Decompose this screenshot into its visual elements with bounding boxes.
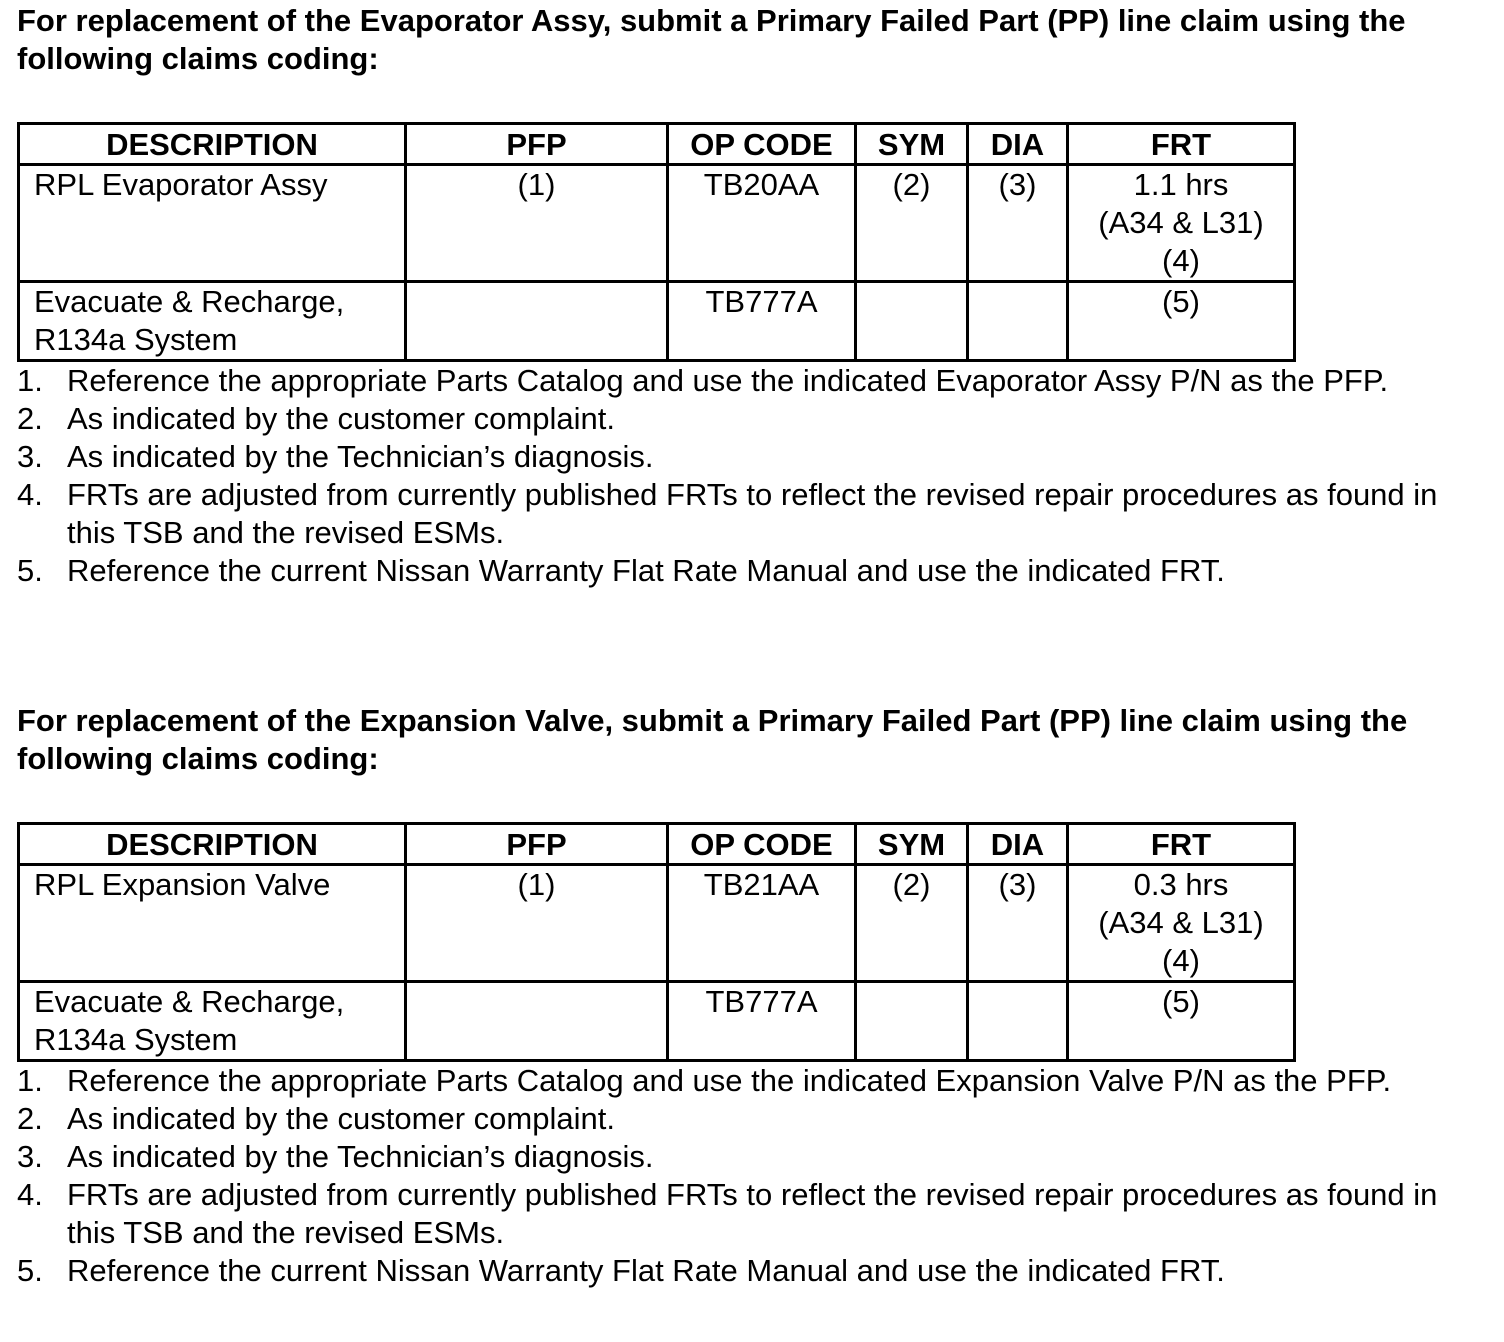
- cell-description: Evacuate & Recharge, R134a System: [19, 982, 406, 1061]
- cell-frt: [1068, 282, 1295, 361]
- header-op-code: OP CODE: [668, 824, 856, 865]
- cell-sym: [856, 282, 968, 361]
- frt-models: (A34 & L31): [1098, 205, 1264, 240]
- cell-pfp: [406, 982, 668, 1061]
- cell-sym: (2): [856, 165, 968, 282]
- header-frt: FRT: [1068, 824, 1295, 865]
- header-op-code: OP CODE: [668, 124, 856, 165]
- cell-dia: [968, 982, 1068, 1061]
- cell-frt: [1068, 865, 1295, 982]
- cell-op-code: TB21AA: [668, 865, 856, 982]
- note-number: 3.: [17, 439, 43, 474]
- cell-description: RPL Expansion Valve: [19, 865, 406, 982]
- cell-op-code: TB777A: [668, 282, 856, 361]
- cell-op-code: TB20AA: [668, 165, 856, 282]
- cell-pfp: [406, 282, 668, 361]
- list-item: [17, 1176, 1487, 1252]
- footnotes-list: [17, 362, 1487, 590]
- expansion-valve-section: [17, 702, 1487, 1290]
- claims-coding-table: [17, 122, 1296, 362]
- note-number: 4.: [17, 477, 43, 512]
- list-item: [17, 362, 1487, 400]
- note-number: 2.: [17, 401, 43, 436]
- cell-frt: [1068, 982, 1295, 1061]
- section-intro: For replacement of the Evaporator Assy, submit a Primary Failed Part (PP) line claim using the following claims coding:: [17, 3, 1406, 76]
- frt-note-ref: (5): [1162, 284, 1200, 319]
- frt-hours: 1.1 hrs: [1133, 167, 1229, 202]
- note-number: 2.: [17, 1101, 43, 1136]
- header-description: DESCRIPTION: [19, 124, 406, 165]
- list-item: [17, 1252, 1487, 1290]
- cell-dia: (3): [968, 165, 1068, 282]
- header-dia: DIA: [968, 124, 1068, 165]
- header-dia: DIA: [968, 824, 1068, 865]
- note-text: As indicated by the customer complaint.: [67, 1101, 615, 1136]
- list-item: [17, 438, 1487, 476]
- frt-note-ref: (4): [1162, 943, 1200, 978]
- cell-description: RPL Evaporator Assy: [19, 165, 406, 282]
- note-number: 4.: [17, 1177, 43, 1212]
- cell-pfp: (1): [406, 865, 668, 982]
- header-sym: SYM: [856, 824, 968, 865]
- section-intro: For replacement of the Expansion Valve, submit a Primary Failed Part (PP) line claim using the following claims coding:: [17, 703, 1408, 776]
- header-sym: SYM: [856, 124, 968, 165]
- list-item: [17, 476, 1487, 552]
- note-number: 3.: [17, 1139, 43, 1174]
- cell-pfp: (1): [406, 165, 668, 282]
- frt-hours: 0.3 hrs: [1133, 867, 1229, 902]
- cell-op-code: TB777A: [668, 982, 856, 1061]
- table-row: [19, 165, 1295, 282]
- note-text: Reference the current Nissan Warranty Flat Rate Manual and use the indicated FRT.: [67, 553, 1225, 588]
- frt-note-ref: (5): [1162, 984, 1200, 1019]
- note-text: As indicated by the customer complaint.: [67, 401, 615, 436]
- header-frt: FRT: [1068, 124, 1295, 165]
- list-item: [17, 400, 1487, 438]
- table-row: [19, 865, 1295, 982]
- table-row: [19, 282, 1295, 361]
- cell-sym: [856, 982, 968, 1061]
- note-text: As indicated by the Technician’s diagnosis.: [67, 1139, 654, 1174]
- footnotes-list: [17, 1062, 1487, 1290]
- header-pfp: PFP: [406, 124, 668, 165]
- header-pfp: PFP: [406, 824, 668, 865]
- cell-dia: [968, 282, 1068, 361]
- note-number: 5.: [17, 553, 43, 588]
- cell-description: Evacuate & Recharge, R134a System: [19, 282, 406, 361]
- note-text: Reference the current Nissan Warranty Flat Rate Manual and use the indicated FRT.: [67, 1253, 1225, 1288]
- evaporator-section: [17, 2, 1487, 590]
- list-item: [17, 1062, 1487, 1100]
- frt-models: (A34 & L31): [1098, 905, 1264, 940]
- note-text: As indicated by the Technician’s diagnosis.: [67, 439, 654, 474]
- claims-coding-table: [17, 822, 1296, 1062]
- note-text: Reference the appropriate Parts Catalog and use the indicated Evaporator Assy P/N as the PFP.: [67, 363, 1389, 398]
- list-item: [17, 1100, 1487, 1138]
- cell-sym: (2): [856, 865, 968, 982]
- note-number: 5.: [17, 1253, 43, 1288]
- note-number: 1.: [17, 363, 43, 398]
- note-text: FRTs are adjusted from currently published FRTs to reflect the revised repair procedures as found in this TSB and the revised ESMs.: [67, 1177, 1438, 1250]
- header-description: DESCRIPTION: [19, 824, 406, 865]
- list-item: [17, 552, 1487, 590]
- cell-dia: (3): [968, 865, 1068, 982]
- table-row: [19, 982, 1295, 1061]
- note-text: FRTs are adjusted from currently published FRTs to reflect the revised repair procedures as found in this TSB and the revised ESMs.: [67, 477, 1438, 550]
- note-text: Reference the appropriate Parts Catalog and use the indicated Expansion Valve P/N as the PFP.: [67, 1063, 1392, 1098]
- cell-frt: [1068, 165, 1295, 282]
- frt-note-ref: (4): [1162, 243, 1200, 278]
- table-header-row: [19, 824, 1295, 865]
- list-item: [17, 1138, 1487, 1176]
- note-number: 1.: [17, 1063, 43, 1098]
- table-header-row: [19, 124, 1295, 165]
